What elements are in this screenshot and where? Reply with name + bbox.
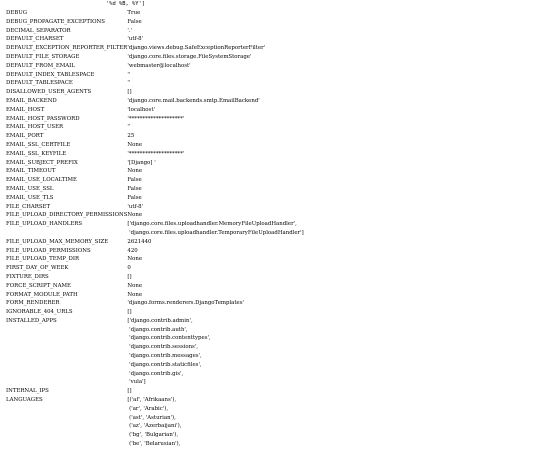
setting-value-line: True xyxy=(127,10,141,16)
setting-value-line: 420 xyxy=(127,247,138,254)
setting-row xyxy=(6,211,304,220)
setting-key: DECIMAL_SEPARATOR xyxy=(6,27,71,34)
setting-value xyxy=(127,97,303,106)
setting-value-line: 'localhost' xyxy=(127,106,155,113)
setting-row xyxy=(6,299,304,308)
setting-value xyxy=(127,159,303,168)
setting-value-line: 'django.contrib.gis', xyxy=(127,370,184,377)
setting-row xyxy=(6,317,304,387)
setting-value xyxy=(127,194,303,203)
setting-row xyxy=(6,9,304,18)
setting-value-line: '[Django] ' xyxy=(127,159,156,166)
setting-value-line: False xyxy=(127,185,142,192)
setting-row xyxy=(6,203,304,212)
setting-key: FILE_UPLOAD_HANDLERS xyxy=(6,221,83,228)
setting-value-line: '' xyxy=(127,80,131,87)
setting-value-line: 'utf-8' xyxy=(127,203,144,210)
setting-value-line: 0 xyxy=(127,265,131,272)
setting-value xyxy=(127,79,303,88)
setting-value-line: ('az', 'Azerbaijani'), xyxy=(127,423,182,430)
setting-value-line: False xyxy=(127,194,142,201)
setting-row xyxy=(6,247,304,256)
setting-key: DEFAULT_FROM_EMAIL xyxy=(6,62,75,69)
setting-value xyxy=(127,211,303,220)
setting-key: DEFAULT_CHARSET xyxy=(6,36,64,43)
setting-value xyxy=(127,185,303,194)
setting-row xyxy=(6,238,304,247)
setting-row xyxy=(6,44,304,53)
setting-value xyxy=(127,71,303,80)
setting-row xyxy=(6,115,304,124)
setting-key: FILE_UPLOAD_PERMISSIONS xyxy=(6,247,91,254)
setting-key: LANGUAGES xyxy=(6,397,43,404)
setting-value-line: 'django.contrib.messages', xyxy=(127,353,202,360)
setting-key: DEBUG_PROPAGATE_EXCEPTIONS xyxy=(6,18,105,25)
setting-value xyxy=(127,238,303,247)
setting-value xyxy=(127,132,303,141)
setting-value xyxy=(127,282,303,291)
setting-key: EMAIL_SSL_CERTFILE xyxy=(6,141,71,148)
setting-row xyxy=(6,35,304,44)
setting-value-line: 'django.core.mail.backends.smtp.EmailBackend' xyxy=(127,97,260,104)
setting-value xyxy=(127,88,303,97)
setting-key: EMAIL_TIMEOUT xyxy=(6,168,56,175)
setting-row xyxy=(6,167,304,176)
setting-value-line: [] xyxy=(127,309,132,316)
setting-key: DISALLOWED_USER_AGENTS xyxy=(6,89,92,96)
setting-value-line: '********************' xyxy=(127,150,185,157)
setting-value xyxy=(127,317,303,387)
setting-row xyxy=(6,185,304,194)
setting-row xyxy=(6,150,304,159)
setting-key: FILE_CHARSET xyxy=(6,203,51,210)
setting-key: EMAIL_HOST_PASSWORD xyxy=(6,115,80,122)
setting-row xyxy=(6,176,304,185)
setting-value-line: False xyxy=(127,177,142,184)
setting-value xyxy=(127,106,303,115)
setting-key: EMAIL_PORT xyxy=(6,133,44,140)
setting-value xyxy=(127,62,303,71)
setting-value-line: 'vula'] xyxy=(127,379,146,386)
setting-row xyxy=(6,62,304,71)
setting-key: FORCE_SCRIPT_NAME xyxy=(6,282,71,289)
setting-value-line: '********************' xyxy=(127,115,185,122)
setting-value-line: None xyxy=(127,168,143,175)
setting-row xyxy=(6,387,304,396)
setting-value xyxy=(127,291,303,300)
setting-value xyxy=(127,35,303,44)
setting-key: FORM_RENDERER xyxy=(6,300,60,307)
setting-value-line: None xyxy=(127,291,143,298)
setting-value xyxy=(127,53,303,62)
setting-key: EMAIL_HOST xyxy=(6,106,45,113)
setting-row xyxy=(6,18,304,27)
setting-key: IGNORABLE_404_URLS xyxy=(6,309,73,316)
continued-value-line: '%d %B, %Y'] xyxy=(106,1,145,7)
setting-key: DEBUG xyxy=(6,10,28,16)
setting-row xyxy=(6,53,304,62)
setting-value-line: None xyxy=(127,141,143,148)
setting-row xyxy=(6,264,304,273)
setting-value xyxy=(127,150,303,159)
setting-row xyxy=(6,141,304,150)
setting-value xyxy=(127,115,303,124)
setting-value-line: ('be', 'Belarusian'), xyxy=(127,441,181,448)
setting-row xyxy=(6,71,304,80)
setting-row xyxy=(6,194,304,203)
setting-value-line: 'django.forms.renderers.DjangoTemplates' xyxy=(127,300,244,307)
setting-value-line: [('af', 'Afrikaans'), xyxy=(127,397,177,404)
setting-row xyxy=(6,255,304,264)
setting-value-line: ('ast', 'Asturian'), xyxy=(127,414,176,421)
setting-value-line: ['django.contrib.admin', xyxy=(127,317,193,324)
setting-value xyxy=(127,141,303,150)
setting-key: EMAIL_SUBJECT_PREFIX xyxy=(6,159,78,166)
setting-value-line: 'django.core.files.uploadhandler.TemporaryFileUploadHandler'] xyxy=(127,229,304,236)
setting-value xyxy=(127,27,303,36)
setting-key: EMAIL_BACKEND xyxy=(6,97,57,104)
setting-key: EMAIL_SSL_KEYFILE xyxy=(6,150,67,157)
setting-value-line: '.' xyxy=(127,27,133,34)
setting-value-line: 2621440 xyxy=(127,238,152,245)
setting-value-line: None xyxy=(127,256,143,263)
setting-value-line: ('bg', 'Bulgarian'), xyxy=(127,432,179,439)
setting-key: FIRST_DAY_OF_WEEK xyxy=(6,265,69,272)
setting-value-line: 'django.views.debug.SafeExceptionReporterFilter' xyxy=(127,45,266,52)
setting-value xyxy=(127,167,303,176)
setting-key: INSTALLED_APPS xyxy=(6,317,57,324)
setting-value xyxy=(127,264,303,273)
setting-value-line: [] xyxy=(127,388,132,395)
setting-value xyxy=(127,255,303,264)
setting-row xyxy=(6,282,304,291)
setting-key: EMAIL_USE_TLS xyxy=(6,194,54,201)
setting-row xyxy=(6,220,304,238)
setting-value xyxy=(127,273,303,282)
setting-row xyxy=(6,27,304,36)
setting-key: FILE_UPLOAD_DIRECTORY_PERMISSIONS xyxy=(6,212,128,219)
setting-value-line: 25 xyxy=(127,133,135,140)
setting-row xyxy=(6,396,304,449)
settings-table xyxy=(6,9,304,449)
setting-value xyxy=(127,176,303,185)
setting-value-line: ('ar', 'Arabic'), xyxy=(127,405,169,412)
setting-value xyxy=(127,220,303,238)
setting-key: EMAIL_USE_LOCALTIME xyxy=(6,177,77,184)
setting-key: EMAIL_USE_SSL xyxy=(6,185,54,192)
setting-key: DEFAULT_EXCEPTION_REPORTER_FILTER xyxy=(6,45,128,52)
setting-key: EMAIL_HOST_USER xyxy=(6,124,64,131)
setting-row xyxy=(6,159,304,168)
setting-key: DEFAULT_INDEX_TABLESPACE xyxy=(6,71,95,78)
setting-key: FIXTURE_DIRS xyxy=(6,273,49,280)
setting-row xyxy=(6,132,304,141)
setting-row xyxy=(6,79,304,88)
setting-value xyxy=(127,44,303,53)
setting-value-line: 'django.contrib.contenttypes', xyxy=(127,335,211,342)
setting-value xyxy=(127,387,303,396)
setting-key: DEFAULT_TABLESPACE xyxy=(6,80,73,87)
setting-row xyxy=(6,106,304,115)
setting-key: FORMAT_MODULE_PATH xyxy=(6,291,78,298)
setting-value-line: '' xyxy=(127,124,131,131)
setting-row xyxy=(6,88,304,97)
setting-value-line: '' xyxy=(127,71,131,78)
setting-value-line: 'utf-8' xyxy=(127,36,144,43)
setting-value xyxy=(127,9,303,18)
setting-value xyxy=(127,18,303,27)
setting-value xyxy=(127,299,303,308)
setting-value xyxy=(127,203,303,212)
setting-value-line: None xyxy=(127,212,143,219)
setting-row xyxy=(6,291,304,300)
setting-key: INTERNAL_IPS xyxy=(6,388,49,395)
settings-rows xyxy=(6,9,304,449)
setting-row xyxy=(6,273,304,282)
setting-value-line: None xyxy=(127,282,143,289)
setting-value-line: 'webmaster@localhost' xyxy=(127,62,191,69)
setting-value xyxy=(127,396,303,449)
setting-value-line: 'django.contrib.staticfiles', xyxy=(127,361,202,368)
setting-value-line: 'django.contrib.auth', xyxy=(127,326,188,333)
setting-value-line: ['django.core.files.uploadhandler.MemoryFileUploadHandler', xyxy=(127,221,297,228)
setting-value-line: [] xyxy=(127,89,132,96)
setting-value-line: 'django.contrib.sessions', xyxy=(127,344,199,351)
setting-value xyxy=(127,123,303,132)
setting-value-line: 'django.core.files.storage.FileSystemStorage' xyxy=(127,53,252,60)
setting-row xyxy=(6,123,304,132)
setting-key: FILE_UPLOAD_MAX_MEMORY_SIZE xyxy=(6,238,109,245)
setting-value xyxy=(127,247,303,256)
setting-key: FILE_UPLOAD_TEMP_DIR xyxy=(6,256,80,263)
setting-row xyxy=(6,97,304,106)
setting-row xyxy=(6,308,304,317)
setting-key: DEFAULT_FILE_STORAGE xyxy=(6,53,80,60)
setting-value xyxy=(127,308,303,317)
continued-value xyxy=(106,0,145,9)
setting-value-line: False xyxy=(127,18,142,25)
setting-value-line: [] xyxy=(127,273,132,280)
